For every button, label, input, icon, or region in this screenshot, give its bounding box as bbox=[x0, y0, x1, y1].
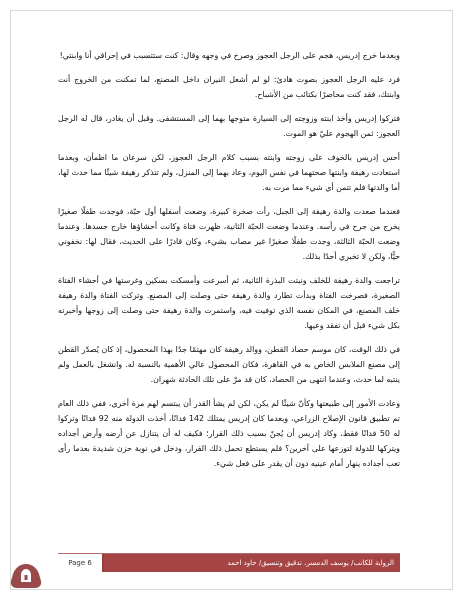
paragraph: أحس إدريس بالخوف على زوجته وابنته بسبب كلام الرجل العجوز، لكن سرعان ما اطمأن، وبعدما استعادت رهيفة وابنتها صحتهما في نفس اليوم، وعاد بهما إلى المنزل، ولم تتذكر رهيفة شيئًا مما حدث لها، أما والدتها فلم تتمن أي شيء مما مرت به. bbox=[58, 153, 400, 192]
paragraph: في ذلك الوقت، كان موسم حصاد القطن، ووالد رهيفة كان مهتمًا جدًا بهذا المحصول، إذ كان يُصدّر القطن إلى مصنع الملابس الخاص به في القاهرة، فكان المحصول عالي الأهمية بالنسبة له. وانشغل بالعمل ولم ينتبه لما حدث، وعندما انتهى من الحصاد، كان قد مرّ على تلك الحادثة شهران. bbox=[58, 345, 400, 384]
page-footer bbox=[58, 553, 400, 572]
paragraph: فرد عليه الرجل العجوز بصوت هادئ: لو لم أشعل النيران داخل المصنع، لما تمكنت من الخروج أنت وابنتك، فقد كنت محاصرًا بكتائب من الأشباح. bbox=[58, 75, 400, 99]
paragraph: تراجعت والدة رهيفة للخلف ونبتت البذرة الثانية، ثم أسرعت وأمسكت بسكين وغرستها في أحشاء الفتاة الصغيرة، فصرخت الفتاة وبدأت تطارد والدة رهيفة حتى وصلت إلى المصنع. وتركت الفتاة والدة رهيفة خلف المصنع، في المكان نفسه الذي توفيت فيه، واستمرت والدة رهيفة حتى وصلت إلى زوجها وأخبرته بكل شيء قبل أن تفقد وعيها. bbox=[58, 276, 400, 330]
site-logo-icon bbox=[8, 562, 44, 590]
paragraph: فعندما صعدت والدة رهيفة إلى الجبل، رأت صخرة كبيرة، وضعت أسفلها أول حبّة، فوجدت طفلًا صغيرًا يخرج من جرح في رأسه. وعندما وضعت الحبّة الثانية، ظهرت فتاة وكانت أحشاؤها خارج جسدها. وعندما وضعت الحبّة الثالثة، وجدت طفلًا صغيرًا غير مصاب بشيء، وكان قادرًا على الحديث، فقال لها: نخفوني حيًّا، ولكن لا تخبري أحدًا بذلك. bbox=[58, 207, 400, 261]
page-number: Page 6 bbox=[58, 554, 104, 572]
document-body bbox=[58, 48, 400, 480]
paragraph: فتركوا إدريس وأخذ ابنته وزوجته إلى السيارة متوجها بهما إلى المستشفى. وقبل أن يغادر، قال له الرجل العجوز: ثمن الهجوم عليّ هو الموت. bbox=[58, 114, 400, 138]
footer-book-title: الرواية للكاتب/ يوسف الدمسر، تدقيق وتنسيق/ حاود احمد bbox=[104, 554, 400, 572]
paragraph: وبعدما خرج إدريس، هجم على الرجل العجوز وصرخ في وجهه وقال: كنت ستتسبب في إحراقي أنا وابنتي! bbox=[59, 51, 400, 60]
paragraph: وعادت الأمور إلى طبيعتها وكأنّ شيئًا لم يكن، لكن لم يشأ القدر أن يبتسم لهم مرة أخرى، ففي ذلك العام تم تطبيق قانون الإصلاح الزراعي، وبعدما كان إدريس يمتلك 142 فدانًا، أخذت الدولة منه 92 فدانًا وتركوا له 50 فدانًا فقط، وكاد إدريس أن يُجنّ بسبب ذلك القرار؛ فكيف له أن يتنازل عن أرضه وأرض أجداده ويتركها للدولة لتوزعها على آخرين؟ فلم يستطع تحمل ذلك القرار، ودخل في نوبة حزن شديدة بعدما رأى تعب أجداده ينهار أمام عينيه دون أن يقدر على فعل شيء. bbox=[58, 399, 400, 468]
